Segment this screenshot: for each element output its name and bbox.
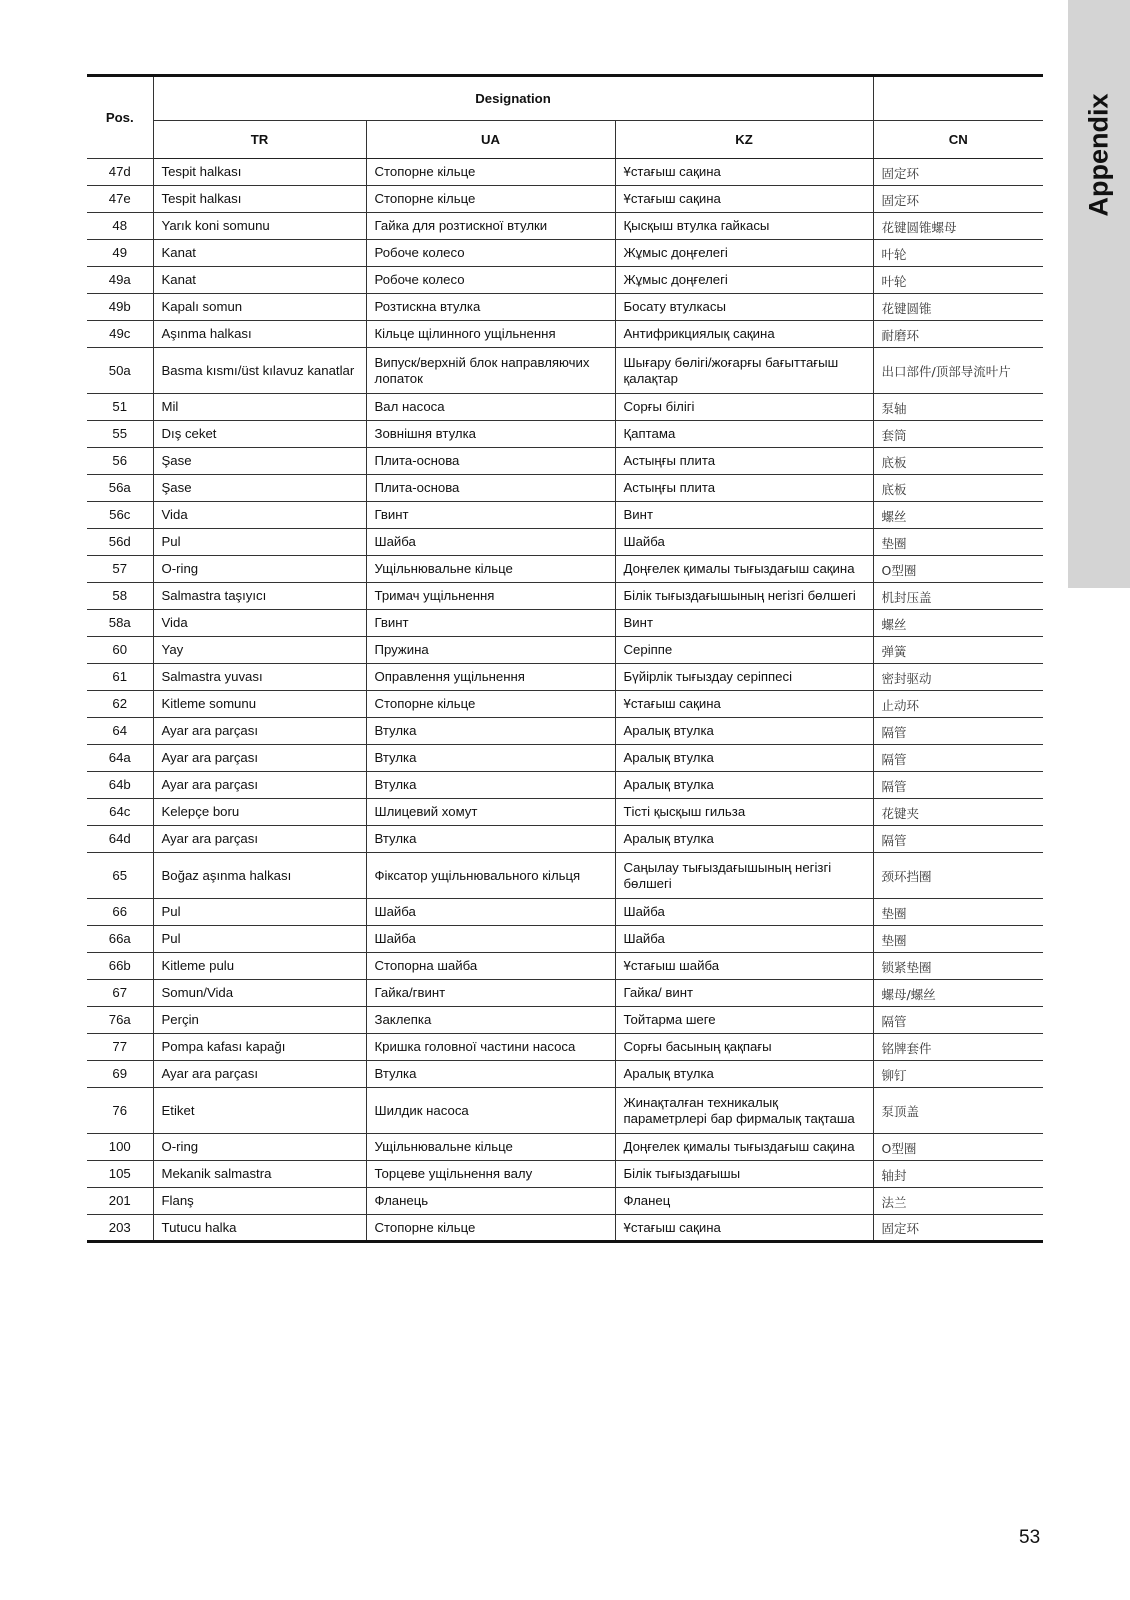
cell-tr: Perçin (153, 1007, 366, 1034)
cell-pos: 60 (87, 637, 153, 664)
table-row (87, 899, 1043, 926)
cell-ua: Пружина (366, 637, 615, 664)
cell-cn: 花键圆锥 (873, 294, 1043, 321)
cell-kz: Ұстағыш сақина (615, 186, 873, 213)
cell-pos: 49 (87, 240, 153, 267)
cell-kz: Серіппе (615, 637, 873, 664)
table-row (87, 664, 1043, 691)
cell-ua: Ущільнювальне кільце (366, 556, 615, 583)
cell-cn: 颈环挡圈 (873, 853, 1043, 899)
cell-pos: 57 (87, 556, 153, 583)
cell-cn: 螺丝 (873, 610, 1043, 637)
cell-tr: Mekanik salmastra (153, 1161, 366, 1188)
cell-tr: Etiket (153, 1088, 366, 1134)
cell-ua: Шлицевий хомут (366, 799, 615, 826)
table-row (87, 448, 1043, 475)
cell-kz: Білік тығыздағышының негізгі бөлшегі (615, 583, 873, 610)
table-row (87, 799, 1043, 826)
table-row (87, 1215, 1043, 1242)
cell-kz: Қысқыш втулка гайкасы (615, 213, 873, 240)
header-pos: Pos. (87, 76, 153, 159)
table-row (87, 294, 1043, 321)
header-kz: KZ (615, 121, 873, 159)
cell-tr: Tutucu halka (153, 1215, 366, 1242)
table-row (87, 1188, 1043, 1215)
cell-tr: Dış ceket (153, 421, 366, 448)
appendix-label: Appendix (1083, 93, 1114, 217)
cell-kz: Білік тығыздағышы (615, 1161, 873, 1188)
cell-pos: 49a (87, 267, 153, 294)
cell-tr: Ayar ara parçası (153, 745, 366, 772)
cell-tr: Vida (153, 502, 366, 529)
cell-pos: 49b (87, 294, 153, 321)
cell-kz: Шайба (615, 899, 873, 926)
cell-cn: 泵轴 (873, 394, 1043, 421)
cell-cn: 止动环 (873, 691, 1043, 718)
table-body (87, 159, 1043, 1242)
cell-kz: Ұстағыш сақина (615, 159, 873, 186)
cell-ua: Стопорна шайба (366, 953, 615, 980)
table-row (87, 1034, 1043, 1061)
cell-ua: Втулка (366, 772, 615, 799)
cell-cn: 耐磨环 (873, 321, 1043, 348)
cell-cn: 法兰 (873, 1188, 1043, 1215)
header-ua: UA (366, 121, 615, 159)
cell-ua: Стопорне кільце (366, 691, 615, 718)
parts-designation-table (87, 74, 1043, 1243)
table-row (87, 321, 1043, 348)
cell-cn: 垫圈 (873, 529, 1043, 556)
cell-cn: 隔管 (873, 826, 1043, 853)
cell-pos: 64 (87, 718, 153, 745)
cell-pos: 64c (87, 799, 153, 826)
cell-cn: 弹簧 (873, 637, 1043, 664)
cell-pos: 66a (87, 926, 153, 953)
cell-pos: 203 (87, 1215, 153, 1242)
cell-cn: 垫圈 (873, 926, 1043, 953)
cell-pos: 66 (87, 899, 153, 926)
cell-tr: Yay (153, 637, 366, 664)
table-row (87, 475, 1043, 502)
cell-tr: Boğaz aşınma halkası (153, 853, 366, 899)
cell-tr: Salmastra yuvası (153, 664, 366, 691)
cell-tr: Yarık koni somunu (153, 213, 366, 240)
cell-tr: Pompa kafası kapağı (153, 1034, 366, 1061)
cell-cn: 底板 (873, 475, 1043, 502)
table-row (87, 1007, 1043, 1034)
cell-tr: Vida (153, 610, 366, 637)
table-row (87, 772, 1043, 799)
cell-pos: 58a (87, 610, 153, 637)
table-row (87, 1161, 1043, 1188)
cell-pos: 47d (87, 159, 153, 186)
cell-pos: 76a (87, 1007, 153, 1034)
cell-tr: Basma kısmı/üst kılavuz kanatlar (153, 348, 366, 394)
cell-kz: Тісті қысқыш гильза (615, 799, 873, 826)
cell-ua: Випуск/верхній блок направляючих лопаток (366, 348, 615, 394)
cell-ua: Розтискна втулка (366, 294, 615, 321)
cell-cn: 轴封 (873, 1161, 1043, 1188)
cell-pos: 47e (87, 186, 153, 213)
cell-tr: Şase (153, 448, 366, 475)
table-row (87, 953, 1043, 980)
cell-tr: Ayar ara parçası (153, 826, 366, 853)
cell-cn: 隔管 (873, 745, 1043, 772)
cell-pos: 51 (87, 394, 153, 421)
cell-ua: Вал насоса (366, 394, 615, 421)
cell-tr: Pul (153, 926, 366, 953)
table-row (87, 556, 1043, 583)
cell-kz: Фланец (615, 1188, 873, 1215)
cell-tr: O-ring (153, 1134, 366, 1161)
table-row (87, 980, 1043, 1007)
cell-pos: 100 (87, 1134, 153, 1161)
table-row (87, 610, 1043, 637)
cell-pos: 48 (87, 213, 153, 240)
cell-cn: 锁紧垫圈 (873, 953, 1043, 980)
cell-kz: Ұстағыш сақина (615, 691, 873, 718)
cell-cn: O型圈 (873, 556, 1043, 583)
cell-kz: Ұстағыш сақина (615, 1215, 873, 1242)
cell-cn: 隔管 (873, 772, 1043, 799)
cell-kz: Жұмыс доңғелегі (615, 267, 873, 294)
cell-kz: Босату втулкасы (615, 294, 873, 321)
cell-ua: Шилдик насоса (366, 1088, 615, 1134)
cell-kz: Шайба (615, 926, 873, 953)
cell-tr: Pul (153, 529, 366, 556)
table-row (87, 240, 1043, 267)
cell-pos: 64b (87, 772, 153, 799)
cell-ua: Гвинт (366, 610, 615, 637)
table-row (87, 267, 1043, 294)
cell-tr: Mil (153, 394, 366, 421)
table-row (87, 691, 1043, 718)
cell-kz: Астыңғы плита (615, 448, 873, 475)
cell-ua: Стопорне кільце (366, 159, 615, 186)
cell-pos: 58 (87, 583, 153, 610)
table-row (87, 1134, 1043, 1161)
cell-pos: 61 (87, 664, 153, 691)
cell-ua: Фланець (366, 1188, 615, 1215)
cell-ua: Стопорне кільце (366, 186, 615, 213)
cell-ua: Шайба (366, 529, 615, 556)
cell-pos: 66b (87, 953, 153, 980)
cell-pos: 56c (87, 502, 153, 529)
header-tr: TR (153, 121, 366, 159)
cell-tr: Flanş (153, 1188, 366, 1215)
table-row (87, 1061, 1043, 1088)
cell-cn: 铭牌套件 (873, 1034, 1043, 1061)
cell-cn: 套筒 (873, 421, 1043, 448)
cell-ua: Втулка (366, 745, 615, 772)
cell-cn: 出口部件/顶部导流叶片 (873, 348, 1043, 394)
table-row (87, 213, 1043, 240)
cell-ua: Гвинт (366, 502, 615, 529)
cell-ua: Стопорне кільце (366, 1215, 615, 1242)
table-row (87, 394, 1043, 421)
cell-pos: 56d (87, 529, 153, 556)
cell-kz: Винт (615, 502, 873, 529)
appendix-side-tab (1068, 0, 1130, 588)
cell-pos: 77 (87, 1034, 153, 1061)
cell-cn: 固定环 (873, 159, 1043, 186)
cell-tr: Aşınma halkası (153, 321, 366, 348)
table-row (87, 421, 1043, 448)
cell-cn: 螺母/螺丝 (873, 980, 1043, 1007)
cell-tr: Ayar ara parçası (153, 772, 366, 799)
table-row (87, 583, 1043, 610)
cell-pos: 105 (87, 1161, 153, 1188)
cell-ua: Зовнішня втулка (366, 421, 615, 448)
cell-cn: 固定环 (873, 186, 1043, 213)
cell-ua: Гайка/гвинт (366, 980, 615, 1007)
cell-kz: Аралық втулка (615, 772, 873, 799)
cell-cn: 花键圆锥螺母 (873, 213, 1043, 240)
cell-ua: Ущільнювальне кільце (366, 1134, 615, 1161)
cell-pos: 64a (87, 745, 153, 772)
cell-kz: Аралық втулка (615, 1061, 873, 1088)
cell-tr: Kapalı somun (153, 294, 366, 321)
cell-pos: 76 (87, 1088, 153, 1134)
cell-ua: Робоче колесо (366, 267, 615, 294)
cell-ua: Плита-основа (366, 448, 615, 475)
table-row (87, 186, 1043, 213)
header-blank (873, 76, 1043, 121)
table-row (87, 853, 1043, 899)
cell-pos: 62 (87, 691, 153, 718)
cell-ua: Тримач ущільнення (366, 583, 615, 610)
cell-tr: Kitleme pulu (153, 953, 366, 980)
cell-tr: Somun/Vida (153, 980, 366, 1007)
table-row (87, 826, 1043, 853)
cell-ua: Гайка для розтискної втулки (366, 213, 615, 240)
cell-cn: 固定环 (873, 1215, 1043, 1242)
table-row (87, 159, 1043, 186)
cell-tr: Kelepçe boru (153, 799, 366, 826)
cell-kz: Жинақталған техникалық параметрлері бар фирмалық тақташа (615, 1088, 873, 1134)
table-row (87, 926, 1043, 953)
cell-kz: Антифрикциялық сақина (615, 321, 873, 348)
cell-tr: Salmastra taşıyıcı (153, 583, 366, 610)
cell-kz: Астыңғы плита (615, 475, 873, 502)
header-cn: CN (873, 121, 1043, 159)
cell-pos: 50a (87, 348, 153, 394)
cell-ua: Робоче колесо (366, 240, 615, 267)
cell-pos: 56 (87, 448, 153, 475)
cell-pos: 56a (87, 475, 153, 502)
table-row (87, 745, 1043, 772)
cell-cn: 螺丝 (873, 502, 1043, 529)
cell-tr: O-ring (153, 556, 366, 583)
table-row (87, 718, 1043, 745)
cell-kz: Доңғелек қимaлы тығыздағыш сақина (615, 556, 873, 583)
table-row (87, 348, 1043, 394)
cell-kz: Сорғы басының қақпағы (615, 1034, 873, 1061)
cell-cn: 机封压盖 (873, 583, 1043, 610)
cell-tr: Kanat (153, 267, 366, 294)
cell-cn: 铆钉 (873, 1061, 1043, 1088)
cell-tr: Şase (153, 475, 366, 502)
cell-pos: 67 (87, 980, 153, 1007)
cell-kz: Аралық втулка (615, 745, 873, 772)
cell-tr: Tespit halkası (153, 159, 366, 186)
cell-kz: Бүйірлік тығыздау серіппесі (615, 664, 873, 691)
cell-kz: Гайка/ винт (615, 980, 873, 1007)
cell-cn: 叶轮 (873, 240, 1043, 267)
cell-cn: 隔管 (873, 1007, 1043, 1034)
cell-kz: Сорғы білігі (615, 394, 873, 421)
page-number: 53 (1019, 1527, 1041, 1548)
cell-kz: Шығару бөлігі/жоғарғы бағыттағыш қалақтар (615, 348, 873, 394)
cell-ua: Шайба (366, 899, 615, 926)
cell-pos: 65 (87, 853, 153, 899)
cell-tr: Kitleme somunu (153, 691, 366, 718)
cell-kz: Саңылау тығыздағышының негізгі бөлшегі (615, 853, 873, 899)
table-row (87, 637, 1043, 664)
cell-ua: Втулка (366, 718, 615, 745)
cell-ua: Втулка (366, 826, 615, 853)
cell-pos: 55 (87, 421, 153, 448)
cell-kz: Қаптама (615, 421, 873, 448)
cell-tr: Ayar ara parçası (153, 718, 366, 745)
cell-ua: Втулка (366, 1061, 615, 1088)
table-row (87, 529, 1043, 556)
cell-cn: 隔管 (873, 718, 1043, 745)
cell-kz: Аралық втулка (615, 718, 873, 745)
cell-ua: Фіксатор ущільнювального кільця (366, 853, 615, 899)
cell-kz: Аралық втулка (615, 826, 873, 853)
cell-kz: Доңғелек қимaлы тығыздағыш сақина (615, 1134, 873, 1161)
cell-pos: 201 (87, 1188, 153, 1215)
cell-cn: 花键夹 (873, 799, 1043, 826)
cell-kz: Тойтарма шеге (615, 1007, 873, 1034)
cell-ua: Торцеве ущільнення валу (366, 1161, 615, 1188)
cell-ua: Плита-основа (366, 475, 615, 502)
cell-ua: Оправлення ущільнення (366, 664, 615, 691)
cell-kz: Шайба (615, 529, 873, 556)
cell-ua: Заклепка (366, 1007, 615, 1034)
cell-cn: 密封驱动 (873, 664, 1043, 691)
cell-cn: 底板 (873, 448, 1043, 475)
table-row (87, 1088, 1043, 1134)
cell-ua: Кришка головної частини насоса (366, 1034, 615, 1061)
cell-cn: O型圈 (873, 1134, 1043, 1161)
cell-cn: 泵顶盖 (873, 1088, 1043, 1134)
cell-ua: Кільце щілинного ущільнення (366, 321, 615, 348)
cell-pos: 69 (87, 1061, 153, 1088)
header-designation: Designation (153, 76, 873, 121)
cell-tr: Kanat (153, 240, 366, 267)
cell-kz: Ұстағыш шайба (615, 953, 873, 980)
cell-cn: 叶轮 (873, 267, 1043, 294)
cell-pos: 49c (87, 321, 153, 348)
cell-tr: Tespit halkası (153, 186, 366, 213)
cell-kz: Винт (615, 610, 873, 637)
cell-kz: Жұмыс доңғелегі (615, 240, 873, 267)
cell-tr: Pul (153, 899, 366, 926)
cell-cn: 垫圈 (873, 899, 1043, 926)
table-row (87, 502, 1043, 529)
cell-pos: 64d (87, 826, 153, 853)
cell-ua: Шайба (366, 926, 615, 953)
cell-tr: Ayar ara parçası (153, 1061, 366, 1088)
